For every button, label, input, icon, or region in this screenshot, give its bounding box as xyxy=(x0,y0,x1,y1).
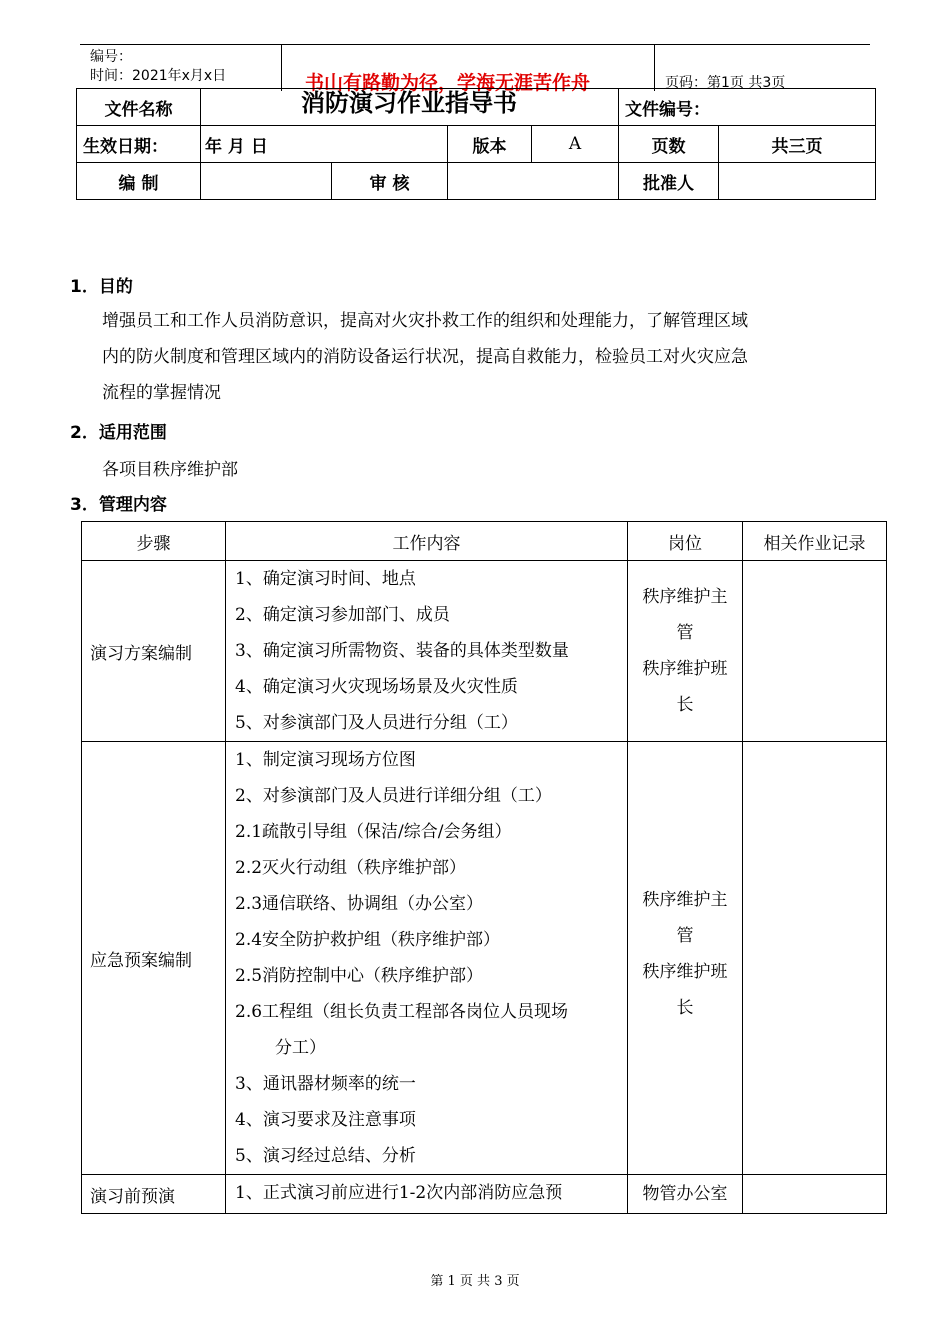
column-header: 步骤 xyxy=(82,522,226,561)
table-row xyxy=(82,1175,887,1214)
section-scope-title: 2．适用范围 xyxy=(70,423,167,443)
post-line: 长 xyxy=(676,998,694,1018)
approver-value xyxy=(719,163,876,200)
section-purpose-title: 1．目的 xyxy=(70,277,133,297)
content-item: 5、演习经过总结、分析 xyxy=(235,1146,416,1166)
step-cell: 演习前预演 xyxy=(82,1175,226,1214)
column-header: 相关作业记录 xyxy=(743,522,887,561)
document-number-label: 编号： xyxy=(90,49,132,65)
file-number-label: 文件编号： xyxy=(619,89,876,126)
content-item: 2、确定演习参加部门、成员 xyxy=(235,605,450,625)
version-value: A xyxy=(532,126,619,163)
content-cell xyxy=(226,1175,628,1214)
effective-date-label: 生效日期： xyxy=(77,126,201,163)
content-item: 2.2灭火行动组（秩序维护部） xyxy=(235,858,467,878)
record-cell xyxy=(743,561,887,742)
section-purpose-text xyxy=(102,303,842,411)
reviewed-by-label: 审 核 xyxy=(332,163,448,200)
version-label: 版本 xyxy=(448,126,532,163)
section-scope-text: 各项目秩序维护部 xyxy=(102,460,238,480)
post-line: 秩序维护班 xyxy=(642,962,728,982)
record-cell xyxy=(743,1175,887,1214)
file-name-cell xyxy=(201,89,619,126)
document-title: 消防演习作业指导书 xyxy=(301,89,517,117)
document-time: 时间：2021年x月x日 xyxy=(90,68,227,84)
post-line: 秩序维护主 xyxy=(642,587,728,607)
column-header: 工作内容 xyxy=(226,522,628,561)
record-cell xyxy=(743,742,887,1175)
content-item: 5、对参演部门及人员进行分组（工） xyxy=(235,713,518,733)
content-item: 2、对参演部门及人员进行详细分组（工） xyxy=(235,786,552,806)
section-management-title: 3．管理内容 xyxy=(70,495,167,515)
motto-text: 书山有路勤为径，学海无涯苦作舟 xyxy=(305,72,591,94)
post-line: 物管办公室 xyxy=(642,1184,728,1204)
step-cell: 应急预案编制 xyxy=(82,742,226,1175)
purpose-line: 内的防火制度和管理区域内的消防设备运行状况，提高自救能力，检验员工对火灾应急 xyxy=(102,347,748,367)
page-info: 页码：第1页 共3页 xyxy=(665,75,786,91)
content-item: 1、正式演习前应进行1-2次内部消防应急预 xyxy=(235,1183,563,1203)
content-item: 4、确定演习火灾现场场景及火灾性质 xyxy=(235,677,518,697)
compiled-by-value xyxy=(201,163,332,200)
content-item: 4、演习要求及注意事项 xyxy=(235,1110,416,1130)
content-item: 3、通讯器材频率的统一 xyxy=(235,1074,416,1094)
column-header: 岗位 xyxy=(628,522,743,561)
content-item: 2.4安全防护救护组（秩序维护部） xyxy=(235,930,501,950)
document-info-table xyxy=(76,88,876,200)
content-item: 1、制定演习现场方位图 xyxy=(235,750,416,770)
step-cell: 演习方案编制 xyxy=(82,561,226,742)
content-item: 分工） xyxy=(275,1038,326,1058)
file-name-label: 文件名称 xyxy=(77,89,201,126)
header-divider xyxy=(654,45,655,91)
post-line: 秩序维护班 xyxy=(642,659,728,679)
header-divider xyxy=(281,45,282,91)
content-item: 2.6工程组（组长负责工程部各岗位人员现场 xyxy=(235,1002,569,1022)
content-cell xyxy=(226,561,628,742)
content-item: 2.3通信联络、协调组（办公室） xyxy=(235,894,484,914)
management-table xyxy=(81,521,887,1214)
reviewed-by-value xyxy=(448,163,619,200)
table-row xyxy=(82,561,887,742)
post-line: 秩序维护主 xyxy=(642,890,728,910)
compiled-by-label: 编 制 xyxy=(77,163,201,200)
purpose-line: 增强员工和工作人员消防意识，提高对火灾扑救工作的组织和处理能力，了解管理区域 xyxy=(102,311,748,331)
post-line: 管 xyxy=(676,926,694,946)
content-item: 1、确定演习时间、地点 xyxy=(235,569,416,589)
content-item: 2.1疏散引导组（保洁/综合/会务组） xyxy=(235,822,512,842)
table-row xyxy=(82,742,887,1175)
pages-value: 共三页 xyxy=(719,126,876,163)
post-line: 管 xyxy=(676,623,694,643)
post-cell xyxy=(628,1175,743,1214)
purpose-line: 流程的掌握情况 xyxy=(102,383,221,403)
post-line: 长 xyxy=(676,695,694,715)
header-meta xyxy=(90,48,226,86)
content-item: 3、确定演习所需物资、装备的具体类型数量 xyxy=(235,641,569,661)
content-cell xyxy=(226,742,628,1175)
table-header-row xyxy=(82,522,887,561)
post-cell xyxy=(628,561,743,742)
content-item: 2.5消防控制中心（秩序维护部） xyxy=(235,966,484,986)
pages-label: 页数 xyxy=(619,126,719,163)
approver-label: 批准人 xyxy=(619,163,719,200)
post-cell xyxy=(628,742,743,1175)
effective-date-value: 年 月 日 xyxy=(201,126,448,163)
page-footer: 第 1 页 共 3 页 xyxy=(430,1274,520,1289)
